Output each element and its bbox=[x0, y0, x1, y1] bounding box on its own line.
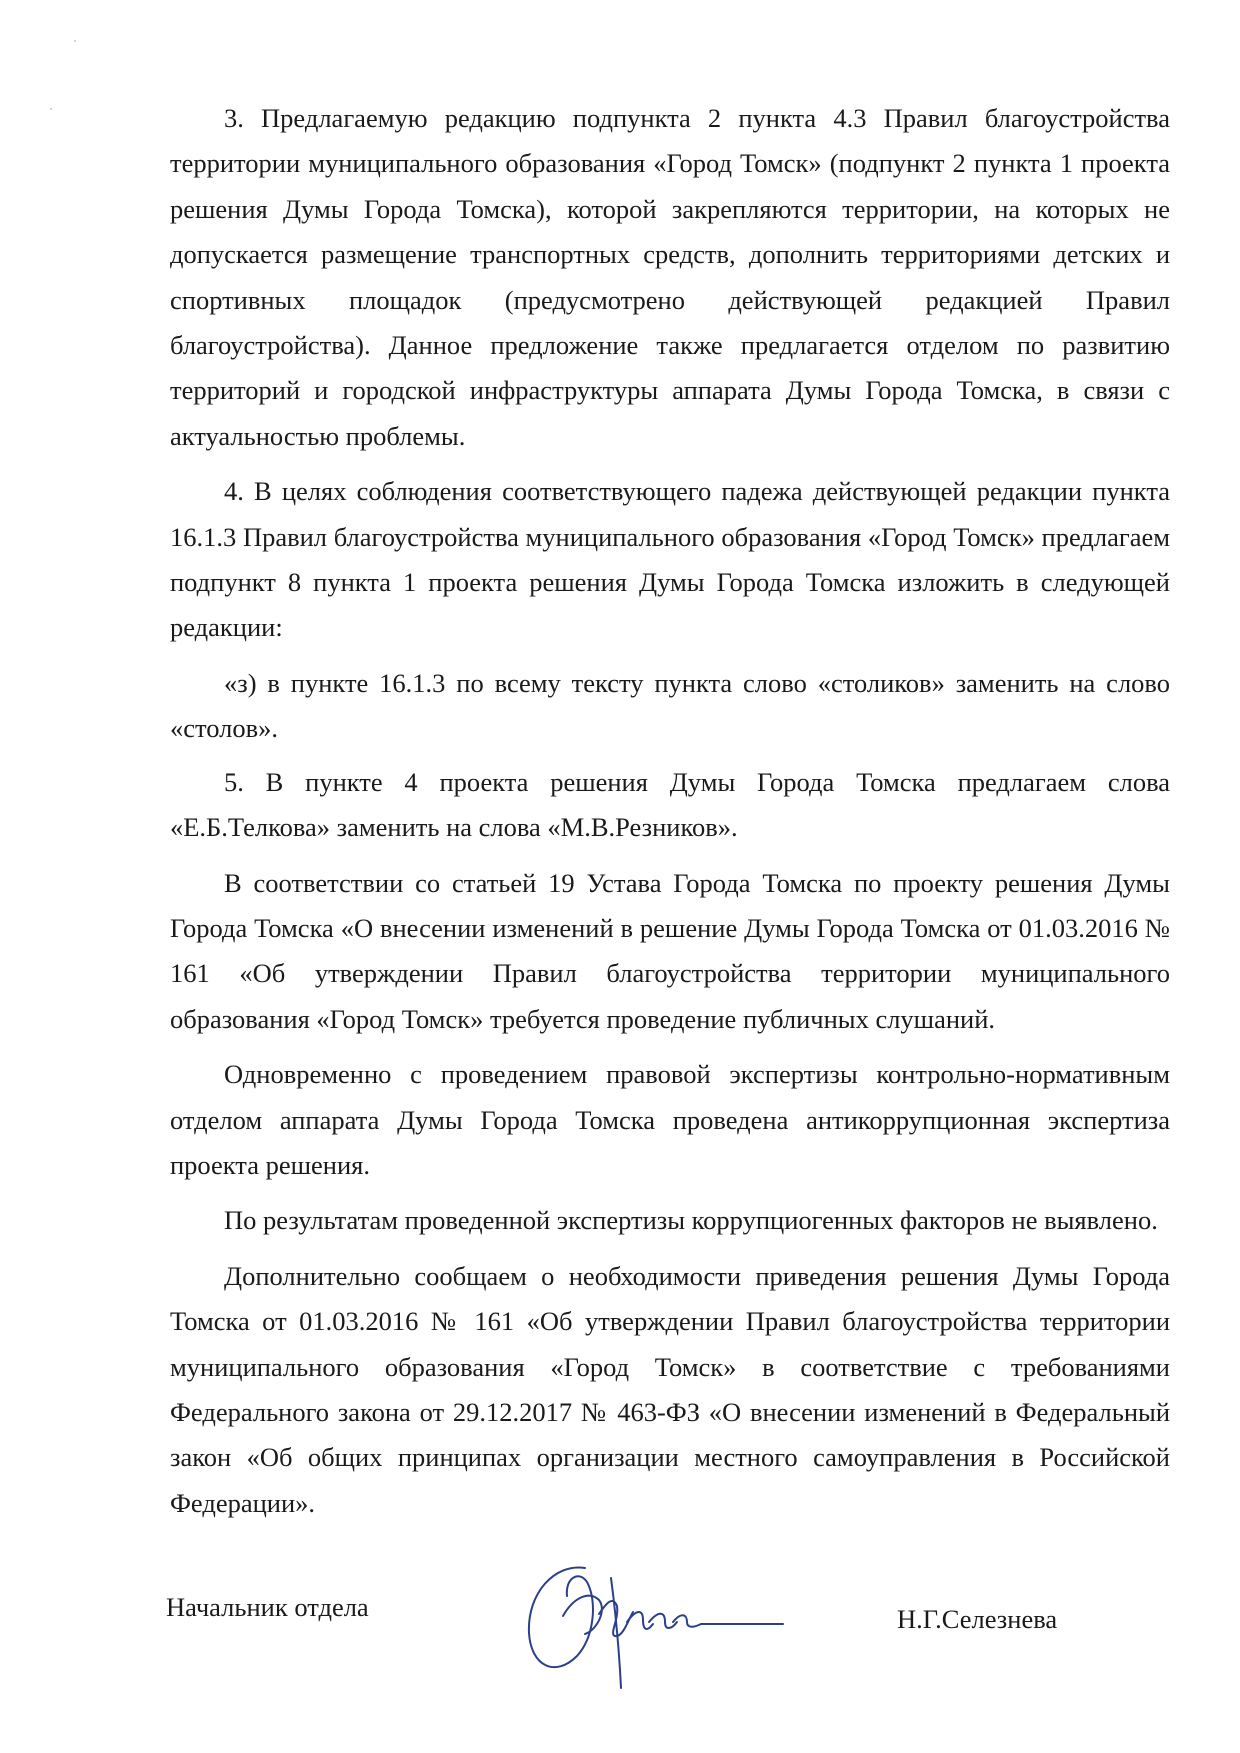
handwritten-signature bbox=[515, 1538, 785, 1698]
paragraph-anticorruption-review: Одновременно с проведением правовой экспертизы контрольно-нормативным отделом аппарата Думы Города Томска проведена антикоррупционная экспертиза проекта решения. bbox=[170, 1059, 1170, 1180]
paragraph-item-4: 4. В целях соблюдения соответствующего падежа действующей редакции пункта 16.1.3 Правил благоустройства муниципального образования «Город Томск» предлагаем подпункт 8 пункта 1 проекта решения Думы Города Томска изложить в следующей редакции: bbox=[170, 476, 1170, 643]
paragraph-review-result: По результатам проведенной экспертизы коррупциогенных факторов не выявлено. bbox=[224, 1205, 1158, 1236]
paragraph-item-3: 3. Предлагаемую редакцию подпункта 2 пункта 4.3 Правил благоустройства территории муниципального образования «Город Томск» (подпункт 2 пункта 1 проекта решения Думы Города Томска), которой закрепляются территории, на которых не допускается размещение транспортных средств, дополнить территориями детских и спортивных площадок (предусмотрено действующей редакцией Правил благоустройства). Данное предложение также предлагается отделом по развитию территорий и городской инфраструктуры аппарата Думы Города Томска, в связи с актуальностью проблемы. bbox=[170, 103, 1170, 451]
paragraph-additional-note: Дополнительно сообщаем о необходимости приведения решения Думы Города Томска от 01.03.2016 № 161 «Об утверждении Правил благоустройства территории муниципального образования «Город Томск» в соответствие с требованиями Федерального закона от 29.12.2017 № 463-ФЗ «О внесении изменений в Федеральный закон «Об общих принципах организации местного самоуправления в Российской Федерации». bbox=[170, 1260, 1170, 1518]
paragraph-quoted-amendment: «з) в пункте 16.1.3 по всему тексту пункта слово «столиков» заменить на слово «столов». bbox=[170, 667, 1170, 744]
signatory-position: Начальник отдела bbox=[166, 1592, 369, 1622]
signatory-name: Н.Г.Селезнева bbox=[897, 1604, 1058, 1634]
paragraph-item-5: 5. В пункте 4 проекта решения Думы Города Томска предлагаем слова «Е.Б.Телкова» заменить на слова «М.В.Резников». bbox=[170, 766, 1170, 843]
scan-speck bbox=[50, 108, 52, 110]
scan-speck bbox=[74, 40, 76, 42]
paragraph-public-hearings: В соответствии со статьей 19 Устава Города Томска по проекту решения Думы Города Томска «О внесении изменений в решение Думы Города Томска от 01.03.2016 № 161 «Об утверждении Правил благоустройства территории муниципального образования «Город Томск» требуется проведение публичных слушаний. bbox=[170, 867, 1170, 1034]
letter-body bbox=[170, 96, 1170, 1536]
